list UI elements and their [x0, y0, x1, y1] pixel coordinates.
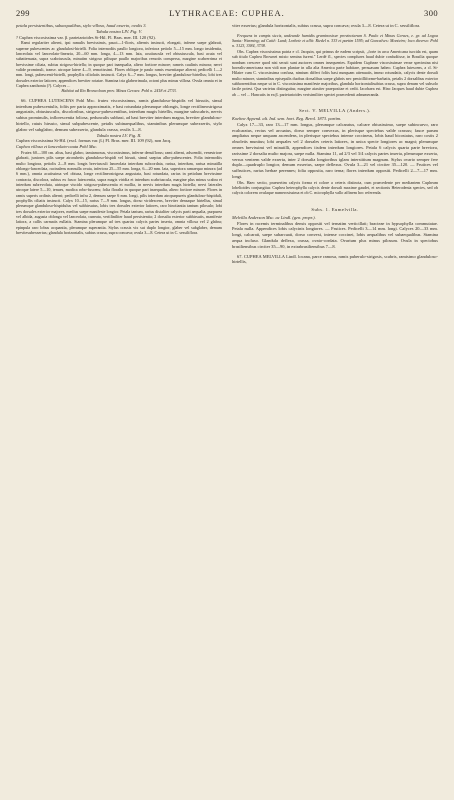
text-paragraph: Obs. Cuphea viscosissima patria e cl. Jacquin, qui primus de eadem scripsit, „forte in arca Americana turcida est, quam sub titulo Cuphea Brownei mixio semina furent." Lerdé fl., species complures haud dubie confudiisse, in Brasilia quoque nondum crescere quod nisi secuti sunt auctores omnes insequentes. Equidem Cupheae viscosissimae verae specimina nisi borealis-americana non vidi non plantae in ulla alia America parte habitare, persuasum habeo. Cuphea lutescens, a cl. St-Hilaire cum C. viscosissima confusa, nimium differt foliis basi nunquam attenuatis, immo rotundatis, calycis dente dorsali multo minore, staminibus episepalis duobus dorsalibus saepe glabris nec penicilliforme-barbatis, petalis 2 dorsalibus exterior subhorrentibus neque ut in C. viscosissima manifeste majoribus, glandula horizontalisubtus crassa, supra denum vel subsolo facile potest. Qua varietas distinguitur, margine aiaxiter praepositae et cedit. Iacobaea est. Hinc Jacques haud dubie Cuphea ab ... vel ... Hancutis in ea β. parietarioides verisimiliter speciei praecedenti adnumeranda. — [232, 48, 438, 97]
text-paragraph: Flores in racemis terminalibus densis oppositi vel ternatim verticillati; bracteae in hypsophylla commutatae. Petala nulla. Appendices lobis calycinis longiores. — Frutices. Pedicelli 3—14 mm. longi. Calyces 20—33 mm. longi, calcarati, saepe subarcuati, dorso convexi, intense coccinei, lobis aequalibus vel subaequalibus. Stamina aequa incluso. Glandula deflexa, crassa, ovato-cordata. Ovarium plus minus pilosum. Ovula in speciobus brasiliensibus circiter 35—90, in extrabrasiliensibus 7—8. — [232, 220, 438, 249]
text-paragraph: Rami regulariter alterni, ipsi ramulis brevissimis, pauci—1-floris, alternis instructi, elongati, inferne saepe glabrati, superne pubescentes ac glandulosi-hirtelli. Folia internodiis paullo longiora, inferiora petiolo 5—15 mm. longo insidentia, lanceolata vel lanceolato-linearia, 20—60 mm. longa, 4—13 mm. lata, acutiuscula vel obtusiuscula, basi acuta vel subattenuata, supra scabriuscula, minutim strigoso pilisque paullo majoribus remotis conspersa, margine scabrerrima et brevissime ciliata, subtus strigoso-hirtella; in quoque pari inaequalia, altero fortiore minore; rameis caulinis minora; nervi valide prominuli, transv. utroque latere 4—9, remotissimi. Flores oblique je paulo ramis essentiaque alterni; pedicelli 1—2 mm. longi, pubescenti-hirtelli, prophyllis ciliolatis instructi. Calyx 6—7 mm. longus, breviter glanduloso-hirtellus; lobi tres dorsales exterior latiores; appendices breviter rotatae. Stamina tria glaberrimula, octoni plus minus villosa. Ovula omnia et in Cuphea xanthonia (?). Calyces ... — [16, 40, 222, 89]
left-column — [16, 23, 222, 793]
text-paragraph: Frutex 60—100 cm. altus, basi glabro, iamiamosus, viscosissimus, inferne densiflorus; rami alterni, adscendit, venestriore glabrati, juniores pilis saepe atrorubetis glanduloso-hispidi vel hirsuti, simul saepius albo-pubescentes. Folia internodiis multo longiora, petiolis 2—8 mm. longis breviusculi lanceolata interdum subcordata, rariua, interdum, rariua minutilla oblongo-lanceolata, racinalens nonnulla ovata, inferiora 25—55 mm. longa, 6—20 mm. lata, superiora ramaequo minora (ad 6 mm.), omnia acutissima vel obtusa, longe rectilineostrigosa angustata, basi rotundata, rarius in petiolum brevissime contracta, discolora, subtus ex fusco lutescentia, supra magis viridia et interdum scabriuscula, margine plus minus scabra et interdum subrevoluta, utrinque viscido strigoso-pubescentia et mollia, in nervis interdum magis hirtella; nervi laterales utroque latere 5—10, tenues, modica robo-fuscens; folia floralia in quoque pari inaequalia, altero fortiore minore. Flores in ramis superis ordinis alterni; pedicelli infra 2, demum saepe 6 mm. longi, pilis interdum atropurpureis glanduloso-hispiduli, prophyllis ciliatis instructi. Calyx 10—15, rarius 7—9 mm. longus, dorso viridescens, breviter densaque hirtellus, simul plerumque glanduloso-hispidulus vel subhirsutus, lobis tres dorsales exterior latiores, raro hinctiantia tantum pilosulo; lobi tres dorsales exterior majores, medius saepe manifeste longior. Petala tantum, rarius distaliter calycis parti aequalia, purpurea vel albida, augusta oblonga vel lanceolata, cuneata, veriiliniliter haud persistentia; 2 dorsalia exterior subhirsutis, manifeste latiora, a callis carmatis eullatis. Stamina plerumque ad tres quartas calycis partes inserta, omnia villosa vel 2 glabra; epinpula raro lobus acquantia, plerumque superantia. Stylus crassis vix sut duplo longior, glaber vel subglaber, demum brevitesubexsertus; glandula horizontalis, subtus crassa, supra concava; ovula 3—8. Cetera ut in C. sessiliflora. — [16, 150, 222, 236]
text-paragraph: Tabula nostra LIV. Fig. V. — [96, 28, 142, 34]
text-paragraph: ? Cuphea viscosissima var. β. parietarioides St-Hil. Fl. Bras. mer. III. 120 (92). — [16, 34, 156, 40]
text-paragraph: Frequens in campis siccis, undeunde humidis graminosisve provinciarum S. Paulo et Minas Geraes, e. gr. ad Logoa Santa: Warming; ad Caitê: Lund; Lorbeie et allii: Riedel n. 333 et partim 1595; ad Goncalves: Monteiro; loco diverso: Pohl n. 3123, 3384, 3738. — [232, 32, 438, 49]
spacer — [232, 196, 438, 204]
text-paragraph: Tabula nostra LV. Fig. II. — [96, 132, 142, 138]
text-paragraph: viter exsertus; glandula horizontalis, subtus crassa, supra concava; ovula 3—8. Cetera ut in C. sessiliflora. — [232, 23, 421, 28]
section-heading: Sect. V. MELVILLA (Anders.). — [299, 107, 371, 113]
text-paragraph: Koehne Append. alt. Ind. sem. hort. Reg. Berol. 1873. partim. — [232, 115, 342, 121]
right-page-number: 300 — [424, 8, 438, 18]
section-heading: Subs. 1. Eumelvilla. — [311, 206, 359, 212]
text-paragraph: 67. CUPHEA MELVILLA Lindl. locana, parce ramosa, ramis puberulo-strigosis, scabris, ramisimo glanduloso-hirtellis, — [232, 253, 438, 265]
text-paragraph: Habitat ad Rio Broncoloan prov. Minas Geraes: Pohl n. 2418 et 2733. — [61, 88, 177, 94]
text-paragraph: Cuphea villosa et lanceolato-cauta Pohl Msc. — [16, 144, 98, 150]
text-paragraph: Calyx 17—33, raro 13—17 mm. longus, plerumque calcaratus, calcare obtusissimo, saepe subincurvo, raro ecalcaratus, rectus vel arcuatus, dorso semper convexus, in plerisque speciebus valde crassus; fauce parum ampliatus neque unquam ascendens, in plerisque speciebus intense coccineus, lobis haud bicostatus, raro costis 2 obsoletis munitus; lobi aequales vel 2 dorsales ceteris latiores, in unica specie longiores ac magni; plerumque omnes brevissimi vel minutilli, appendices iisdem interdum longiores. Petala 6 calycis quarta parte breviora, rarissime 2 dorsalia multo majora, saepe nulla. Stamina 11, ad 2/3 vel 3/4 calycis partes inserta, plerumque exserta, versus ventrem valde exserta, inter 2 dorsalia longioribus iglam interstitium magnum. Stylus ovario semper fere duplo—quadruplo longior, demum exsertus, saepe deflexus. Ovula 3—21 vel circiter 35—120. — Frutices vel suffrutices, rarius herbae perennes; folia opposita, raro terna; flores interdum oppositi. Pedicelli 2—7—17 mm. longi. — [232, 121, 438, 179]
text-paragraph: Melvilla Anderson Msc. ac Lindl. (gen. propr.). — [232, 214, 316, 220]
text-paragraph: Obs. Haec sectio, praesertim calycis forma et colore a ceteris distincta, cum praecedente per mediantem Cupheam lobelioides conjungitur. Cuphea heterophylla calycis dente dorsali maxime gaudet, et sectionis Heterodenia species, sed ob calycis colorem ovulaque numerosissima et ob C. microphylla vallo affinem hoc referenda. — [232, 179, 438, 196]
text-paragraph: 66. CUPHEA LUTESCENS Pohl Msc. frutex viscosissimus, ramis glanduloso-hispidis vel hirsutis, simul interdum pubescentulis, foliis per paria approximatis, e basi rotundata plerumque oblongis, longe rectilineostrigosa angustatis, obtusiusculis, discoloribus, strigoso-pubescentibus, interdum magis hirtellis, margine subscabris, nervis subtus prominulis, inflorescentia foliosa, pedunculis subbasi, ad basi breviter interdum magna, breviter glanduloso-hirtello, ratuis hirsuto, simul subpubescente, petalis subinaequalibus, staminibus plerumque subexsertis, stylo glabro vel subglabro, demum subexserto, glandula crassa, ovulis 3—8. — [16, 97, 222, 132]
spacer — [232, 97, 438, 105]
right-column — [232, 23, 438, 793]
left-page-number: 299 — [16, 8, 30, 18]
text-paragraph: Cuphea viscosissima St-Hil. (excl. formas var. β.) Fl. Bras. mer. III. 109 (92), non Jacq. — [16, 138, 172, 144]
running-header — [16, 8, 438, 20]
text-paragraph: petala persistentibus, subaequalibus, stylo villoso, haud exserto, ovulis 3. — [16, 23, 147, 28]
text-columns — [16, 23, 438, 793]
running-title: LYTHRACEAE: CUPHEA. — [169, 8, 285, 18]
